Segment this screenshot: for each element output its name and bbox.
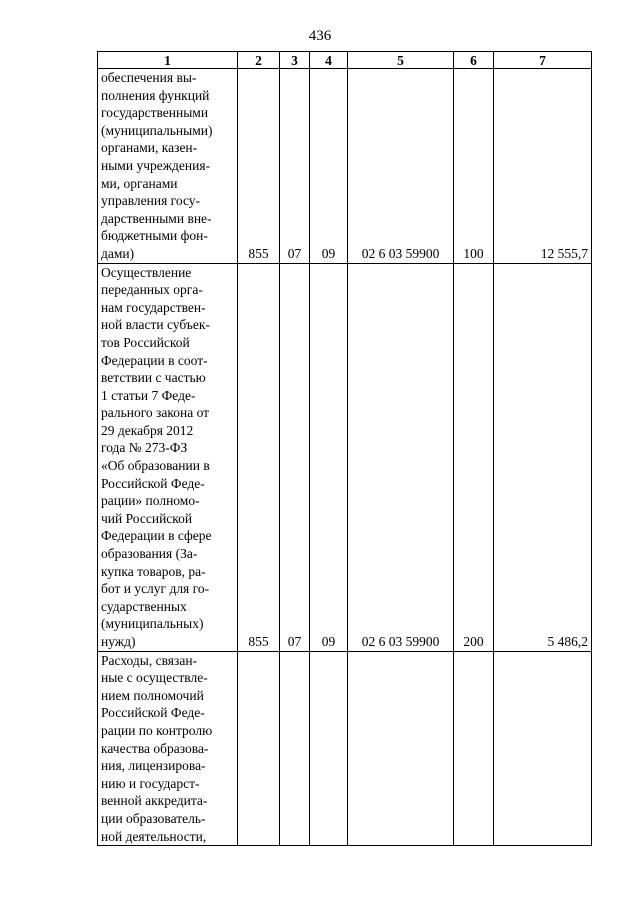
ministry-code: 855 [238,263,280,651]
header-cell: 7 [494,52,592,69]
row-description: Осуществление переданных орга- нам государствен- ной власти субъек- тов Российской Федерации в соот- ветствии с частью 1 статьи 7 Феде- рального закона от 29 декабря 2012 года № 273-ФЗ «Об образовании в Российской Феде- рации» полномо- чий Российской Федерации в сфере образования (За- купка товаров, ра- бот и услуг для го- сударственных (муниципальных) нужд) [98,263,238,651]
amount: 5 486,2 [494,263,592,651]
header-cell: 5 [348,52,454,69]
section-code [280,651,310,846]
header-cell: 2 [238,52,280,69]
section-code: 07 [280,263,310,651]
subsection-code: 09 [310,69,348,264]
ministry-code: 855 [238,69,280,264]
amount: 12 555,7 [494,69,592,264]
header-cell: 1 [98,52,238,69]
expense-type-code [454,651,494,846]
table-row [98,263,592,651]
row-description: Расходы, связан- ные с осуществле- нием полномочий Российской Феде- рации по контролю качества образова- ния, лицензирова- нию и государст- венной аккредита- ции образователь- ной деятельности, [98,651,238,846]
target-article-code [348,651,454,846]
ministry-code [238,651,280,846]
table-row [98,69,592,264]
target-article-code: 02 6 03 59900 [348,69,454,264]
expense-type-code: 200 [454,263,494,651]
amount [494,651,592,846]
section-code: 07 [280,69,310,264]
budget-table [97,51,592,846]
subsection-code: 09 [310,263,348,651]
target-article-code: 02 6 03 59900 [348,263,454,651]
header-row [98,52,592,69]
header-cell: 6 [454,52,494,69]
header-cell: 3 [280,52,310,69]
row-description: обеспечения вы- полнения функций государственными (муниципальными) органами, казен- ными учреждения- ми, органами управления госу- дарственными вне- бюджетными фон- дами) [98,69,238,264]
table-row [98,651,592,846]
subsection-code [310,651,348,846]
page-number: 436 [308,28,332,44]
header-cell: 4 [310,52,348,69]
expense-type-code: 100 [454,69,494,264]
